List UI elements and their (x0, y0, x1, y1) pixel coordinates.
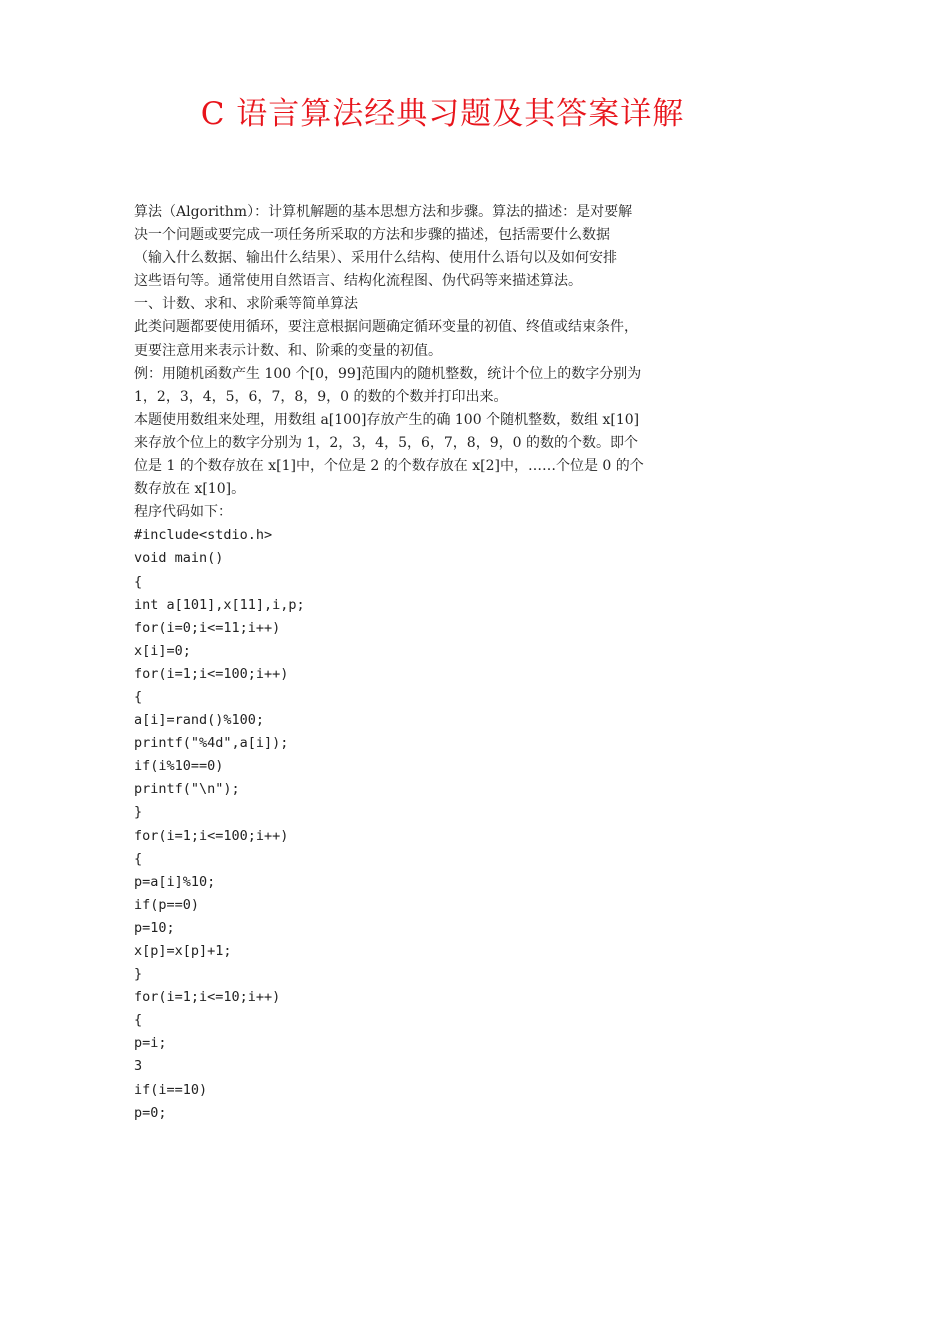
code-line: int a[101],x[11],i,p; (134, 596, 305, 613)
paragraph-line: 程序代码如下： (134, 504, 232, 521)
code-line: x[p]=x[p]+1; (134, 943, 232, 959)
paragraph-line: 这些语句等。通常使用自然语言、结构化流程图、伪代码等来描述算法。 (134, 273, 582, 290)
paragraph-line: 数存放在 x[10]。 (134, 481, 246, 498)
code-line: printf("%4d",a[i]); (134, 735, 289, 752)
code-line: for(i=0;i<=11;i++) (134, 619, 281, 636)
code-line: if(i==10) (134, 1081, 208, 1098)
code-line: if(i%10==0) (134, 758, 224, 775)
code-line: x[i]=0; (134, 642, 191, 659)
code-line: } (134, 966, 143, 983)
code-line: #include<stdio.h> (134, 527, 273, 544)
document-title: C 语言算法经典习题及其答案详解 (200, 96, 685, 132)
code-line: a[i]=rand()%100; (134, 712, 265, 729)
code-line: void main() (134, 550, 224, 567)
intro-text (134, 201, 724, 524)
paragraph-line: 1，2，3，4，5，6，7，8，9，0 的数的个数并打印出来。 (134, 388, 508, 405)
paragraph-line: 更要注意用来表示计数、和、阶乘的变量的初值。 (134, 342, 442, 359)
section-heading: 一、计数、求和、求阶乘等简单算法 (134, 296, 358, 313)
code-line: for(i=1;i<=100;i++) (134, 827, 289, 844)
code-line: p=10; (134, 919, 175, 936)
code-line: printf("\n"); (134, 781, 240, 798)
code-line: { (134, 573, 143, 590)
code-line: p=i; (134, 1035, 167, 1052)
code-line: { (134, 688, 143, 705)
paragraph-line: （输入什么数据、输出什么结果）、采用什么结构、使用什么语句以及如何安排 (134, 250, 617, 267)
paragraph-line: 算法（Algorithm）：计算机解题的基本思想方法和步骤。算法的描述：是对要解 (134, 204, 633, 220)
code-line: { (134, 1012, 143, 1029)
paragraph-line: 来存放个位上的数字分别为 1，2，3，4，5，6，7，8，9，0 的数的个数。即个 (134, 434, 638, 451)
code-listing (134, 524, 724, 1124)
code-line: } (134, 804, 143, 821)
code-line: p=0; (134, 1104, 167, 1121)
document-body (134, 201, 724, 1125)
code-line: p=a[i]%10; (134, 873, 216, 890)
paragraph-line: 本题使用数组来处理，用数组 a[100]存放产生的确 100 个随机整数，数组 x[10] (134, 411, 640, 428)
paragraph-line: 此类问题都要使用循环，要注意根据问题确定循环变量的初值、终值或结束条件， (134, 319, 638, 336)
paragraph-line: 例：用随机函数产生 100 个[0，99]范围内的随机整数，统计个位上的数字分别为 (134, 365, 642, 382)
code-line: { (134, 850, 143, 867)
paragraph-line: 决一个问题或要完成一项任务所采取的方法和步骤的描述，包括需要什么数据 (134, 227, 610, 244)
page-number: 3 (134, 1058, 143, 1075)
code-line: for(i=1;i<=100;i++) (134, 665, 289, 682)
code-line: if(p==0) (134, 896, 200, 913)
code-line: for(i=1;i<=10;i++) (134, 989, 281, 1006)
paragraph-line: 位是 1 的个数存放在 x[1]中，个位是 2 的个数存放在 x[2]中，……个位是 0 的个 (134, 458, 644, 475)
